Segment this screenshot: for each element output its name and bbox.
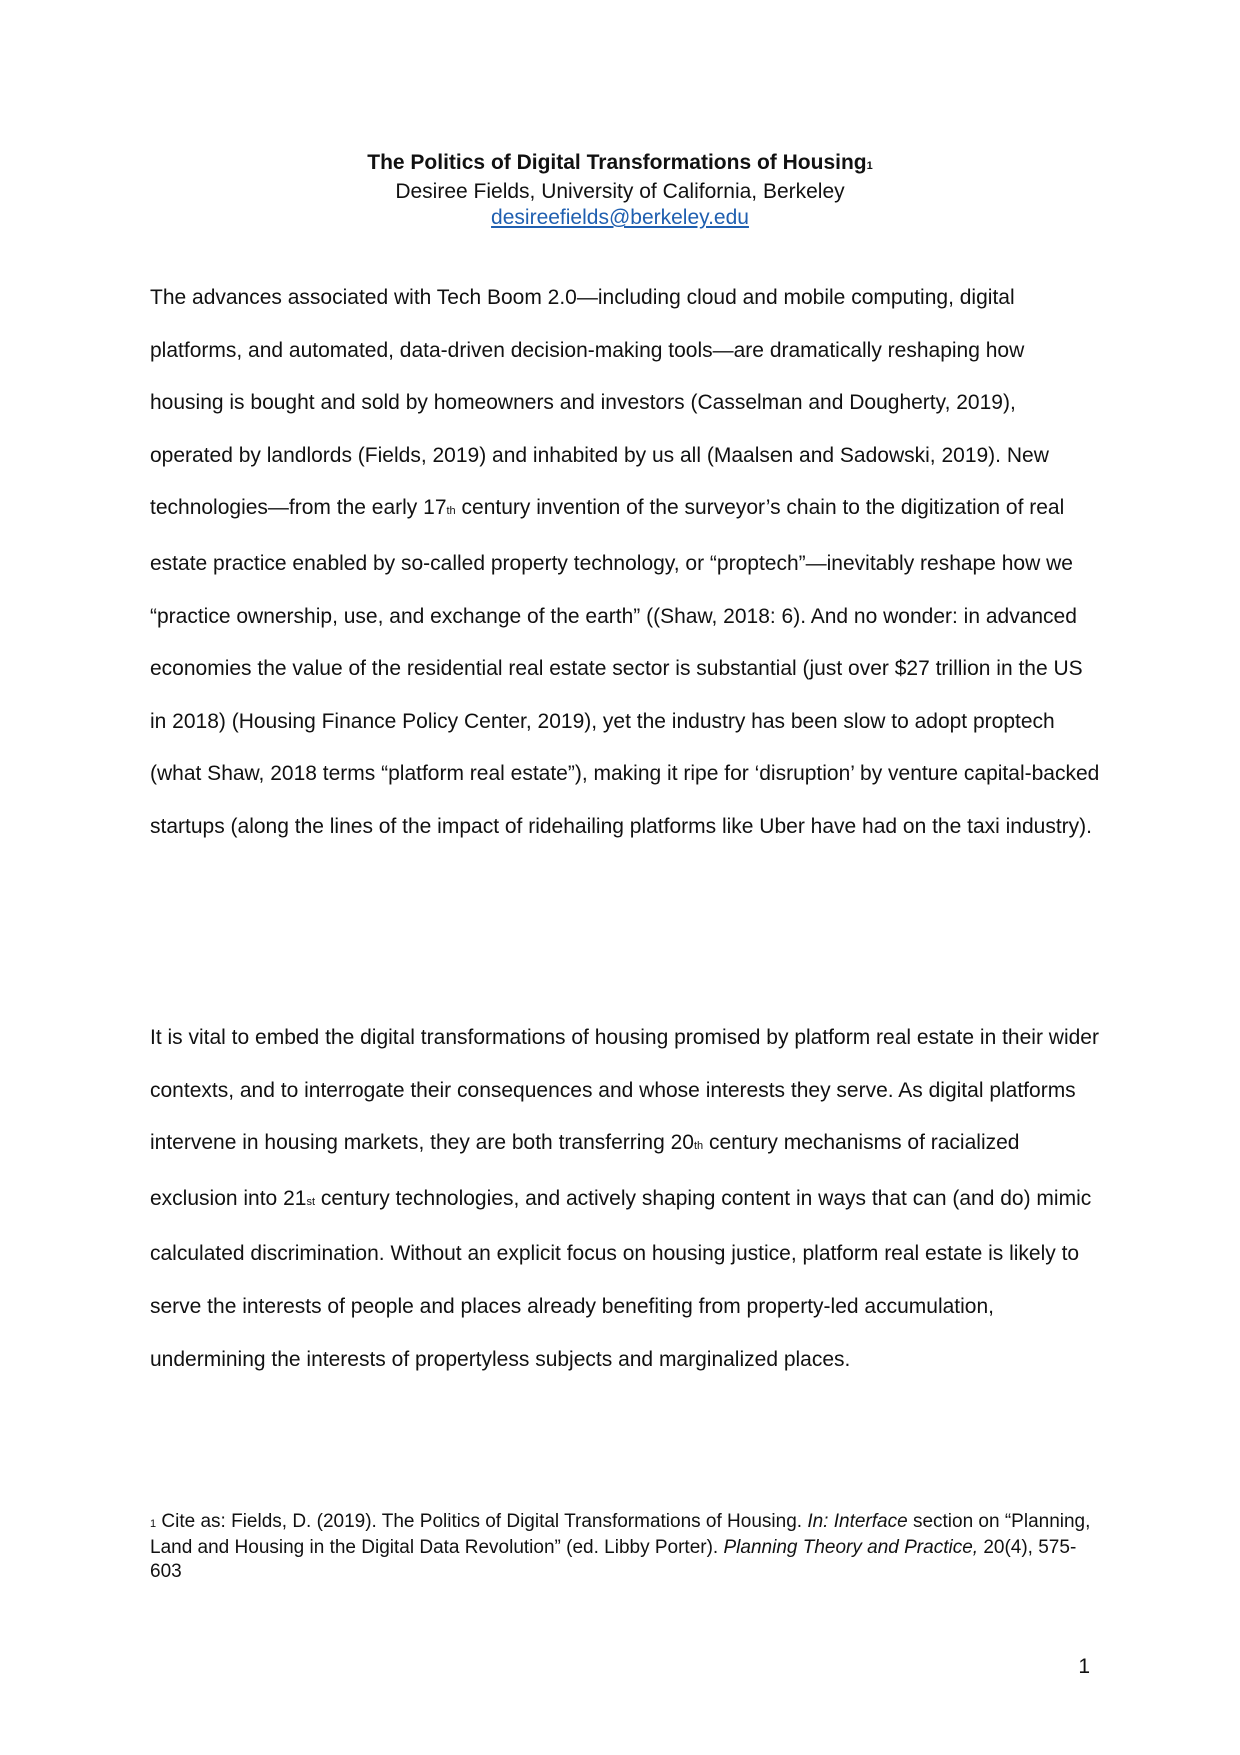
footnote <box>150 1510 1100 1584</box>
footnote-text-c: 20(4), 575-603 <box>150 1537 1077 1582</box>
paragraph-2-text-a: It is vital to embed the digital transformations of housing promised by platform real estate in their wider contexts, and to interrogate their consequences and whose interests they serve. As digital platforms intervene in housing markets, they are both transferring 20 <box>150 1026 1099 1155</box>
paper-title-line <box>0 150 1240 179</box>
footnote-italic-a: In: Interface <box>807 1511 908 1532</box>
paragraph-2-text-b: century mechanisms of racialized exclusion into 21 <box>150 1131 1020 1210</box>
footnote-text-a: Cite as: Fields, D. (2019). The Politics of Digital Transformations of Housing. <box>156 1511 808 1532</box>
footnote-number: 1 <box>150 1518 157 1530</box>
superscript-th: th <box>693 1140 704 1153</box>
page-number: 1 <box>1078 1655 1090 1678</box>
body-paragraph-1 <box>150 272 1100 854</box>
paragraph-2-text-c: century technologies, and actively shaping content in ways that can (and do) mimic calculated discrimination. Without an explicit focus on housing justice, platform real estate is likely to serve the interests of people and places already benefiting from property-led accumulation, undermining the interests of propertyless subjects and marginalized places. <box>150 1186 1092 1371</box>
author-affiliation: Desiree Fields, University of California, Berkeley <box>395 180 845 203</box>
footnote-text-b: section on “Planning, Land and Housing in the Digital Data Revolution” (ed. Libby Porter). <box>150 1511 1091 1558</box>
title-footnote-marker[interactable]: 1 <box>866 160 873 172</box>
superscript-st: st <box>306 1195 315 1208</box>
document-header <box>0 150 1240 231</box>
paragraph-1-text-a: The advances associated with Tech Boom 2.0—including cloud and mobile computing, digital platforms, and automated, data-driven decision-making tools—are dramatically reshaping how housing is bought and sold by homeowners and investors (Casselman and Dougherty, 2019), operated by landlords (Fields, 2019) and inhabited by us all (Maalsen and Sadowski, 2019). New technologies—from the early 17 <box>150 286 1049 520</box>
paper-title: The Politics of Digital Transformations of Housing <box>367 151 867 174</box>
body-paragraph-2 <box>150 1012 1100 1386</box>
superscript-th: th <box>446 505 456 518</box>
paragraph-1-text-b: century invention of the surveyor’s chain to the digitization of real estate practice enabled by so-called property technology, or “proptech”—inevitably reshape how we “practice ownership, use, and exchange of the earth” ((Shaw, 2018: 6). And no wonder: in advanced economies the value of the residential real estate sector is substantial (just over $27 trillion in the US in 2018) (Housing Finance Policy Center, 2019), yet the industry has been slow to adopt proptech (what Shaw, 2018 terms “platform real estate”), making it ripe for ‘disruption’ by venture capital-backed startups (along the lines of the impact of ridehailing platforms like Uber have had on the taxi industry). <box>150 496 1100 838</box>
footnote-italic-b: Planning Theory and Practice, <box>723 1537 979 1558</box>
author-email-link[interactable]: desireefields@berkeley.edu <box>491 206 749 229</box>
